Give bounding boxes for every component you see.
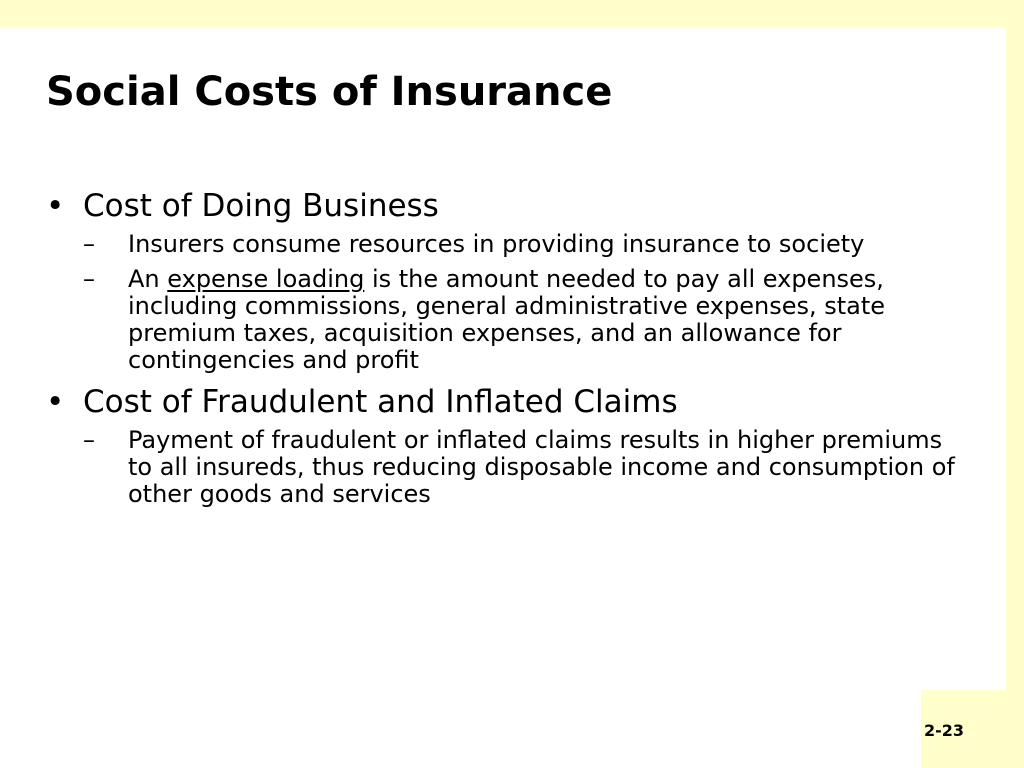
page-number: 2-23 — [923, 721, 964, 740]
sub-bullet-text — [128, 266, 966, 374]
sub-bullet-suffix: is the amount needed to pay all expenses, including commissions, general administrative expenses, state premium taxes, acquisition expenses, and an allowance for contingencies and profit — [128, 265, 886, 374]
bullet-dot-icon: • — [46, 384, 65, 420]
bullet-cost-of-fraudulent-claims — [46, 382, 966, 423]
slide-title: Social Costs of Insurance — [46, 69, 613, 115]
dash-icon: – — [83, 230, 95, 258]
bullet-cost-of-doing-business — [46, 186, 966, 227]
sub-bullet-list — [83, 427, 966, 508]
sub-bullet-text: Insurers consume resources in providing insurance to society — [128, 230, 865, 258]
page-number-box — [921, 690, 1006, 768]
slide-content — [46, 186, 966, 516]
sub-bullet-fraud-payment — [83, 427, 966, 508]
bullet-dot-icon: • — [46, 188, 65, 224]
dash-icon: – — [83, 426, 95, 454]
term-expense-loading: expense loading — [167, 265, 365, 293]
bullet-text: Cost of Fraudulent and Inflated Claims — [83, 384, 678, 420]
sub-bullet-list — [83, 231, 966, 374]
sub-bullet-prefix: An — [128, 265, 168, 293]
sub-bullet-text: Payment of fraudulent or inflated claims results in higher premiums to all insureds, thus reducing disposable income and consumption of other goods and services — [128, 426, 955, 508]
sub-bullet-expense-loading — [83, 266, 966, 374]
bullet-text: Cost of Doing Business — [83, 188, 439, 224]
sub-bullet-resources — [83, 231, 966, 258]
dash-icon: – — [83, 265, 95, 293]
